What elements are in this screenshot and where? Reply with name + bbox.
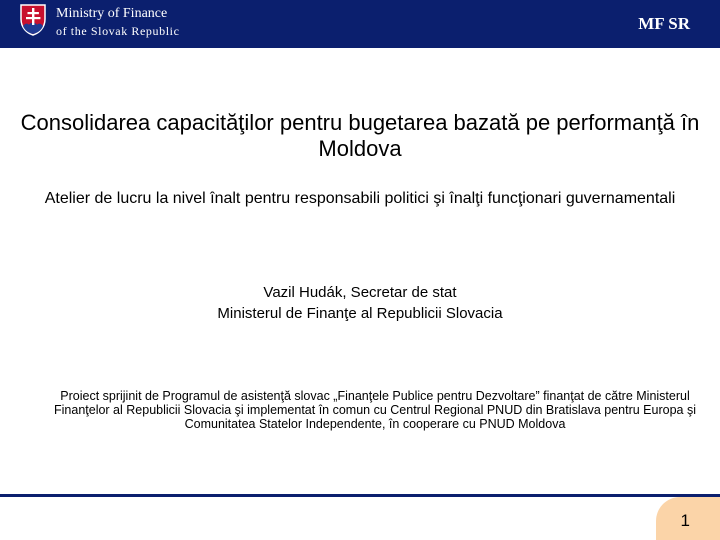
ministry-name: Ministry of Finance [56,6,168,21]
presenter-block [40,282,680,324]
slovak-coat-of-arms-icon [20,4,46,36]
header-bar [0,0,720,48]
presenter-affiliation: Ministerul de Finanţe al Republicii Slovacia [217,305,503,322]
presenter-name: Vazil Hudák, Secretar de stat [263,284,457,301]
slide-title: Consolidarea capacităţilor pentru bugetarea bazată pe performanţă în Moldova [20,110,700,161]
page-number: 1 [680,511,690,530]
project-note: Proiect sprijinit de Programul de asistenţă slovac „Finanţele Publice pentru Dezvoltare” finanţat de către Ministerul Finanţelor al Republicii Slovacia şi implementat în comun cu Centrul Regional PNUD din Bratislava pentru Europa şi Comunitatea Statelor Independente, în cooperare cu PNUD Moldova [54,389,696,431]
footer-rule [0,494,720,497]
slide-subtitle: Atelier de lucru la nivel înalt pentru responsabili politici şi înalţi funcţionari guvernamentali [44,190,676,207]
ministry-abbreviation: MF SR [638,14,690,33]
ministry-country: of the Slovak Republic [56,24,180,38]
